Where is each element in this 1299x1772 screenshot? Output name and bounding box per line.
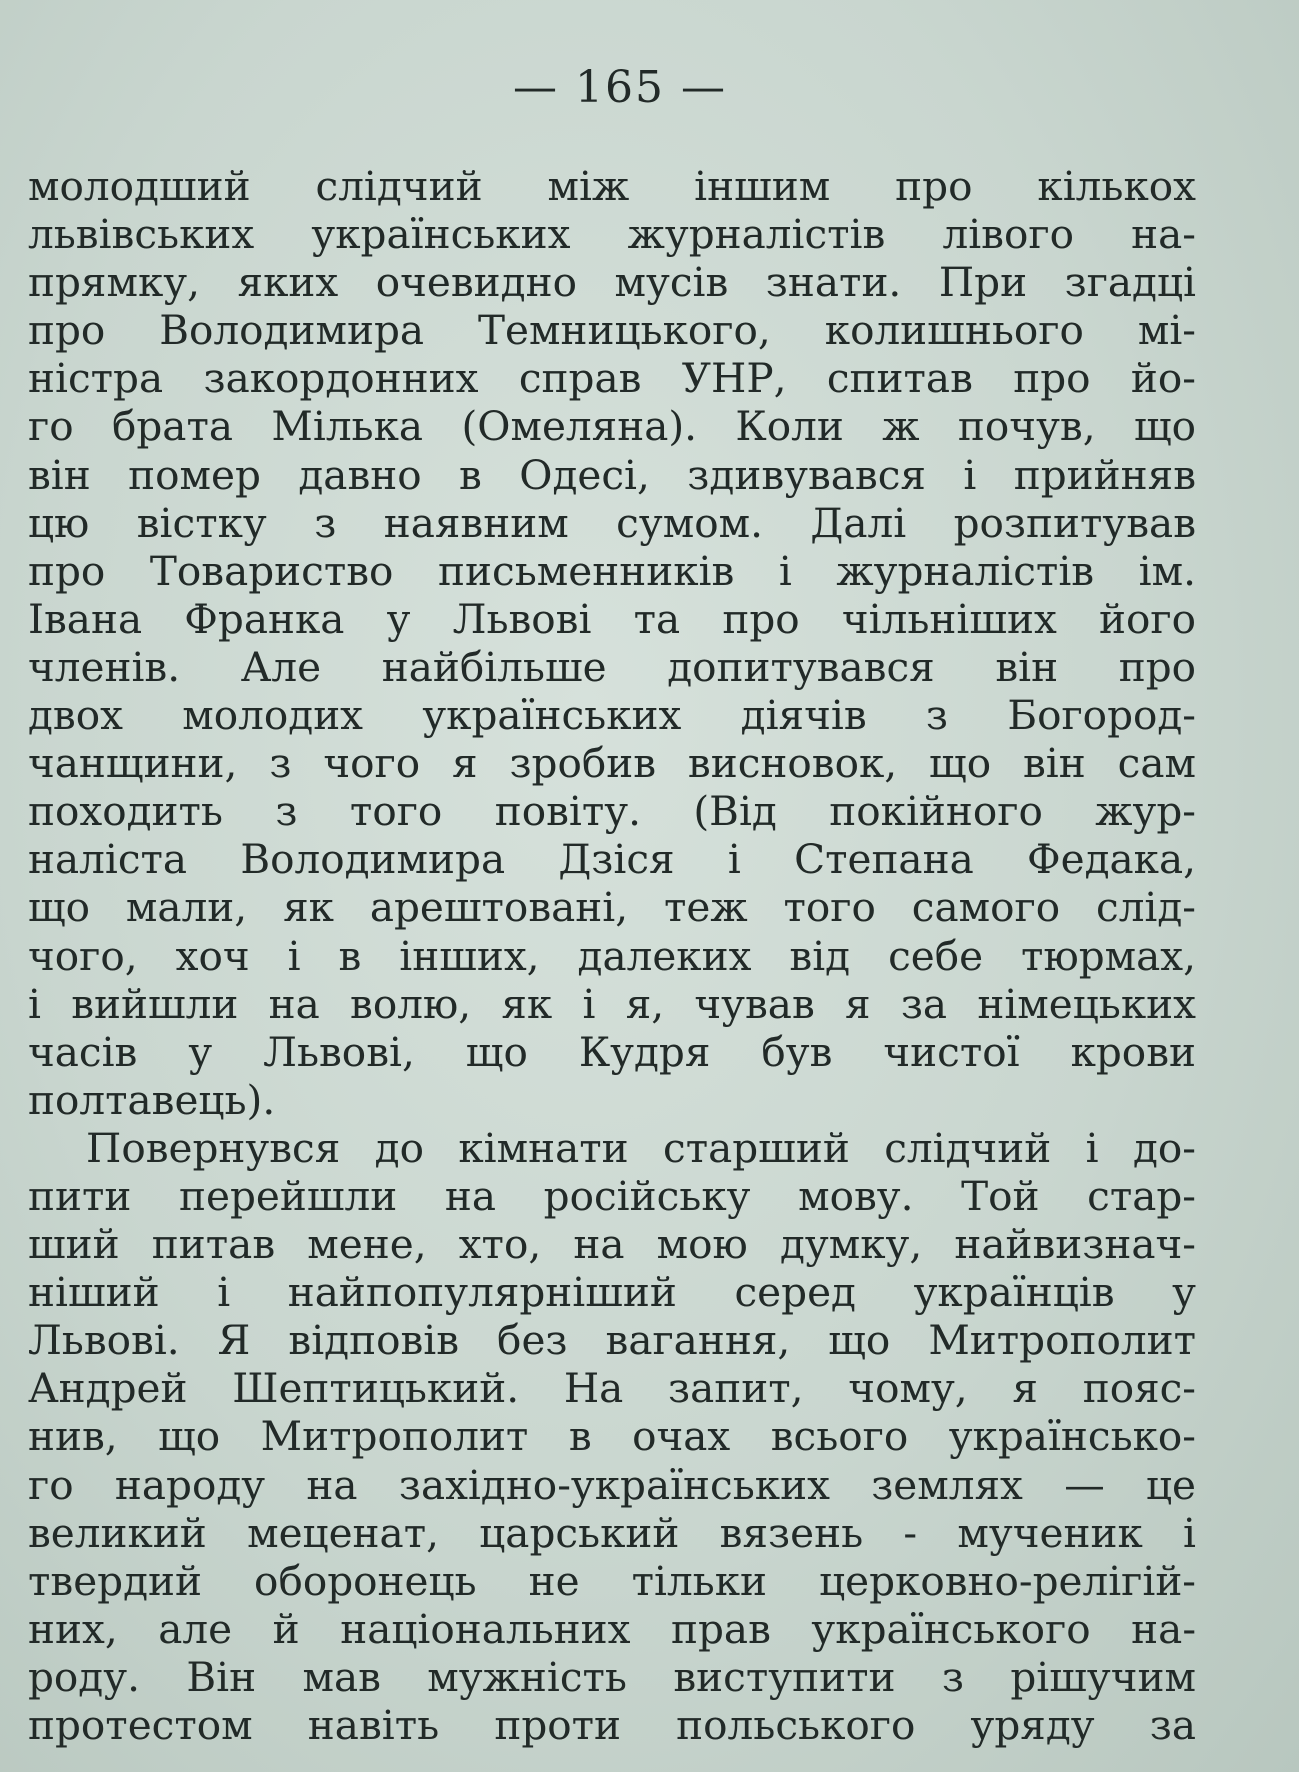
paragraph-2 bbox=[28, 1124, 1196, 1749]
text-line: роду. Він мав мужність виступити з рішучим bbox=[28, 1652, 1196, 1701]
text-line: ший питав мене, хто, на мою думку, найвизнач- bbox=[28, 1220, 1196, 1269]
text-line: великий меценат, царський вязень - мученик і bbox=[28, 1508, 1196, 1557]
text-line: часів у Львові, що Кудря був чистої крови bbox=[28, 1027, 1196, 1076]
text-line: про Товариство письменників і журналістів ім. bbox=[28, 546, 1196, 595]
paragraph-1 bbox=[28, 162, 1196, 1124]
text-line: двох молодих українських діячів з Богород- bbox=[28, 691, 1196, 740]
text-line: що мали, як арештовані, теж того самого слід- bbox=[28, 883, 1196, 932]
text-line: і вийшли на волю, як і я, чував я за німецьких bbox=[28, 979, 1196, 1028]
text-line: го народу на західно-українських землях — це bbox=[28, 1460, 1196, 1509]
text-line: походить з того повіту. (Від покійного жур- bbox=[28, 787, 1196, 836]
text-line: полтавець). bbox=[28, 1075, 276, 1124]
text-line: твердий оборонець не тільки церковно-релігій- bbox=[28, 1556, 1196, 1605]
text-line: нив, що Митрополит в очах всього українсько- bbox=[28, 1412, 1196, 1461]
text-line: Повернувся до кімнати старший слідчий і до- bbox=[86, 1123, 1196, 1172]
text-line: них, але й національних прав українського на- bbox=[28, 1604, 1196, 1653]
page-number: — 165 — bbox=[513, 62, 727, 113]
text-line: він помер давно в Одесі, здивувався і прийняв bbox=[28, 450, 1196, 499]
text-line: Львові. Я відповів без вагання, що Митрополит bbox=[28, 1316, 1196, 1365]
text-line: про Володимира Темницького, колишнього мі- bbox=[28, 306, 1196, 355]
text-line: Андрей Шептицький. На запит, чому, я пояс- bbox=[28, 1364, 1196, 1413]
text-line: чанщини, з чого я зробив висновок, що він сам bbox=[28, 739, 1196, 788]
text-line: го брата Мілька (Омеляна). Коли ж почув, що bbox=[28, 402, 1196, 451]
text-line: львівських українських журналістів лівого на- bbox=[28, 210, 1196, 259]
text-line: ністра закордонних справ УНР, спитав про йо- bbox=[28, 354, 1196, 403]
text-line: членів. Але найбільше допитувався він про bbox=[28, 642, 1196, 691]
text-line: ніший і найпопулярніший серед українців у bbox=[28, 1268, 1196, 1317]
text-line: наліста Володимира Дзіся і Степана Федака, bbox=[28, 835, 1196, 884]
text-line: прямку, яких очевидно мусів знати. При згадці bbox=[28, 258, 1196, 307]
text-line: Івана Франка у Львові та про чільніших його bbox=[28, 594, 1196, 643]
text-line: протестом навіть проти польського уряду за bbox=[28, 1701, 1196, 1749]
text-line: пити перейшли на російську мову. Той стар- bbox=[28, 1171, 1196, 1220]
text-line: чого, хоч і в інших, далеких від себе тюрмах, bbox=[28, 931, 1196, 980]
text-line: молодший слідчий між іншим про кількох bbox=[28, 162, 1196, 210]
body-text bbox=[28, 162, 1196, 1749]
text-line: цю вістку з наявним сумом. Далі розпитував bbox=[28, 498, 1196, 547]
